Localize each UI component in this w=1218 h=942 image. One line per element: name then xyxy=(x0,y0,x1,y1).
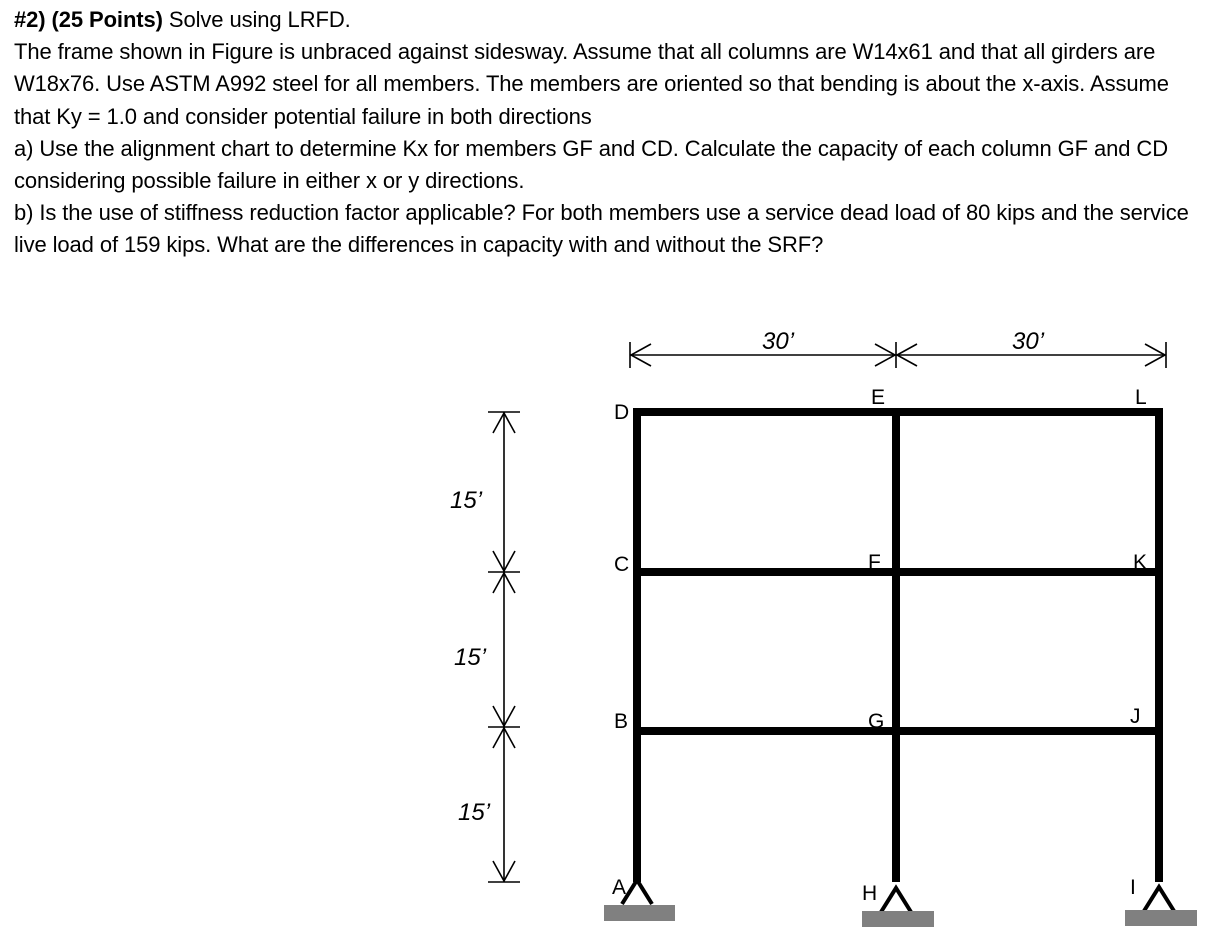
story-dimension xyxy=(488,412,520,882)
span-label-left: 30’ xyxy=(762,328,795,355)
span-dimension xyxy=(630,342,1166,368)
node-label-k: K xyxy=(1133,551,1148,574)
problem-instruction: Solve using LRFD. xyxy=(168,7,351,32)
problem-part-b: b) Is the use of stiffness reduction factor applicable? For both members use a service dead load of 80 kips and the service live load of 159 kips. What are the differences in capacity with and without the SRF? xyxy=(14,200,1189,258)
problem-number: #2) xyxy=(14,7,46,32)
node-label-c: C xyxy=(614,553,630,576)
node-label-a: A xyxy=(612,876,627,899)
node-label-e: E xyxy=(871,386,886,409)
node-label-b: B xyxy=(614,710,629,733)
node-label-d: D xyxy=(614,401,630,424)
story-label-top: 15’ xyxy=(450,487,483,514)
story-label-middle: 15’ xyxy=(454,644,487,671)
span-label-right: 30’ xyxy=(1012,328,1045,355)
node-label-h: H xyxy=(862,882,878,905)
problem-part-a: a) Use the alignment chart to determine Kx for members GF and CD. Calculate the capacity of each column GF and CD considering possible failure in either x or y directions. xyxy=(14,135,1168,194)
problem-paragraph: The frame shown in Figure is unbraced against sidesway. Assume that all columns are W14x61 and that all girders are W18x76. Use ASTM A992 steel for all members. The members are oriented so that bending is about the x-axis. Assume that Ky = 1.0 and consider potential failure in both directions xyxy=(14,39,1169,129)
node-label-f: F xyxy=(868,551,881,574)
story-label-bottom: 15’ xyxy=(458,799,491,826)
node-label-l: L xyxy=(1135,386,1147,409)
node-label-g: G xyxy=(868,710,885,733)
node-label-i: I xyxy=(1130,876,1136,899)
frame-members xyxy=(633,408,1163,882)
problem-points: (25 Points) xyxy=(51,7,163,32)
node-label-j: J xyxy=(1130,705,1141,728)
